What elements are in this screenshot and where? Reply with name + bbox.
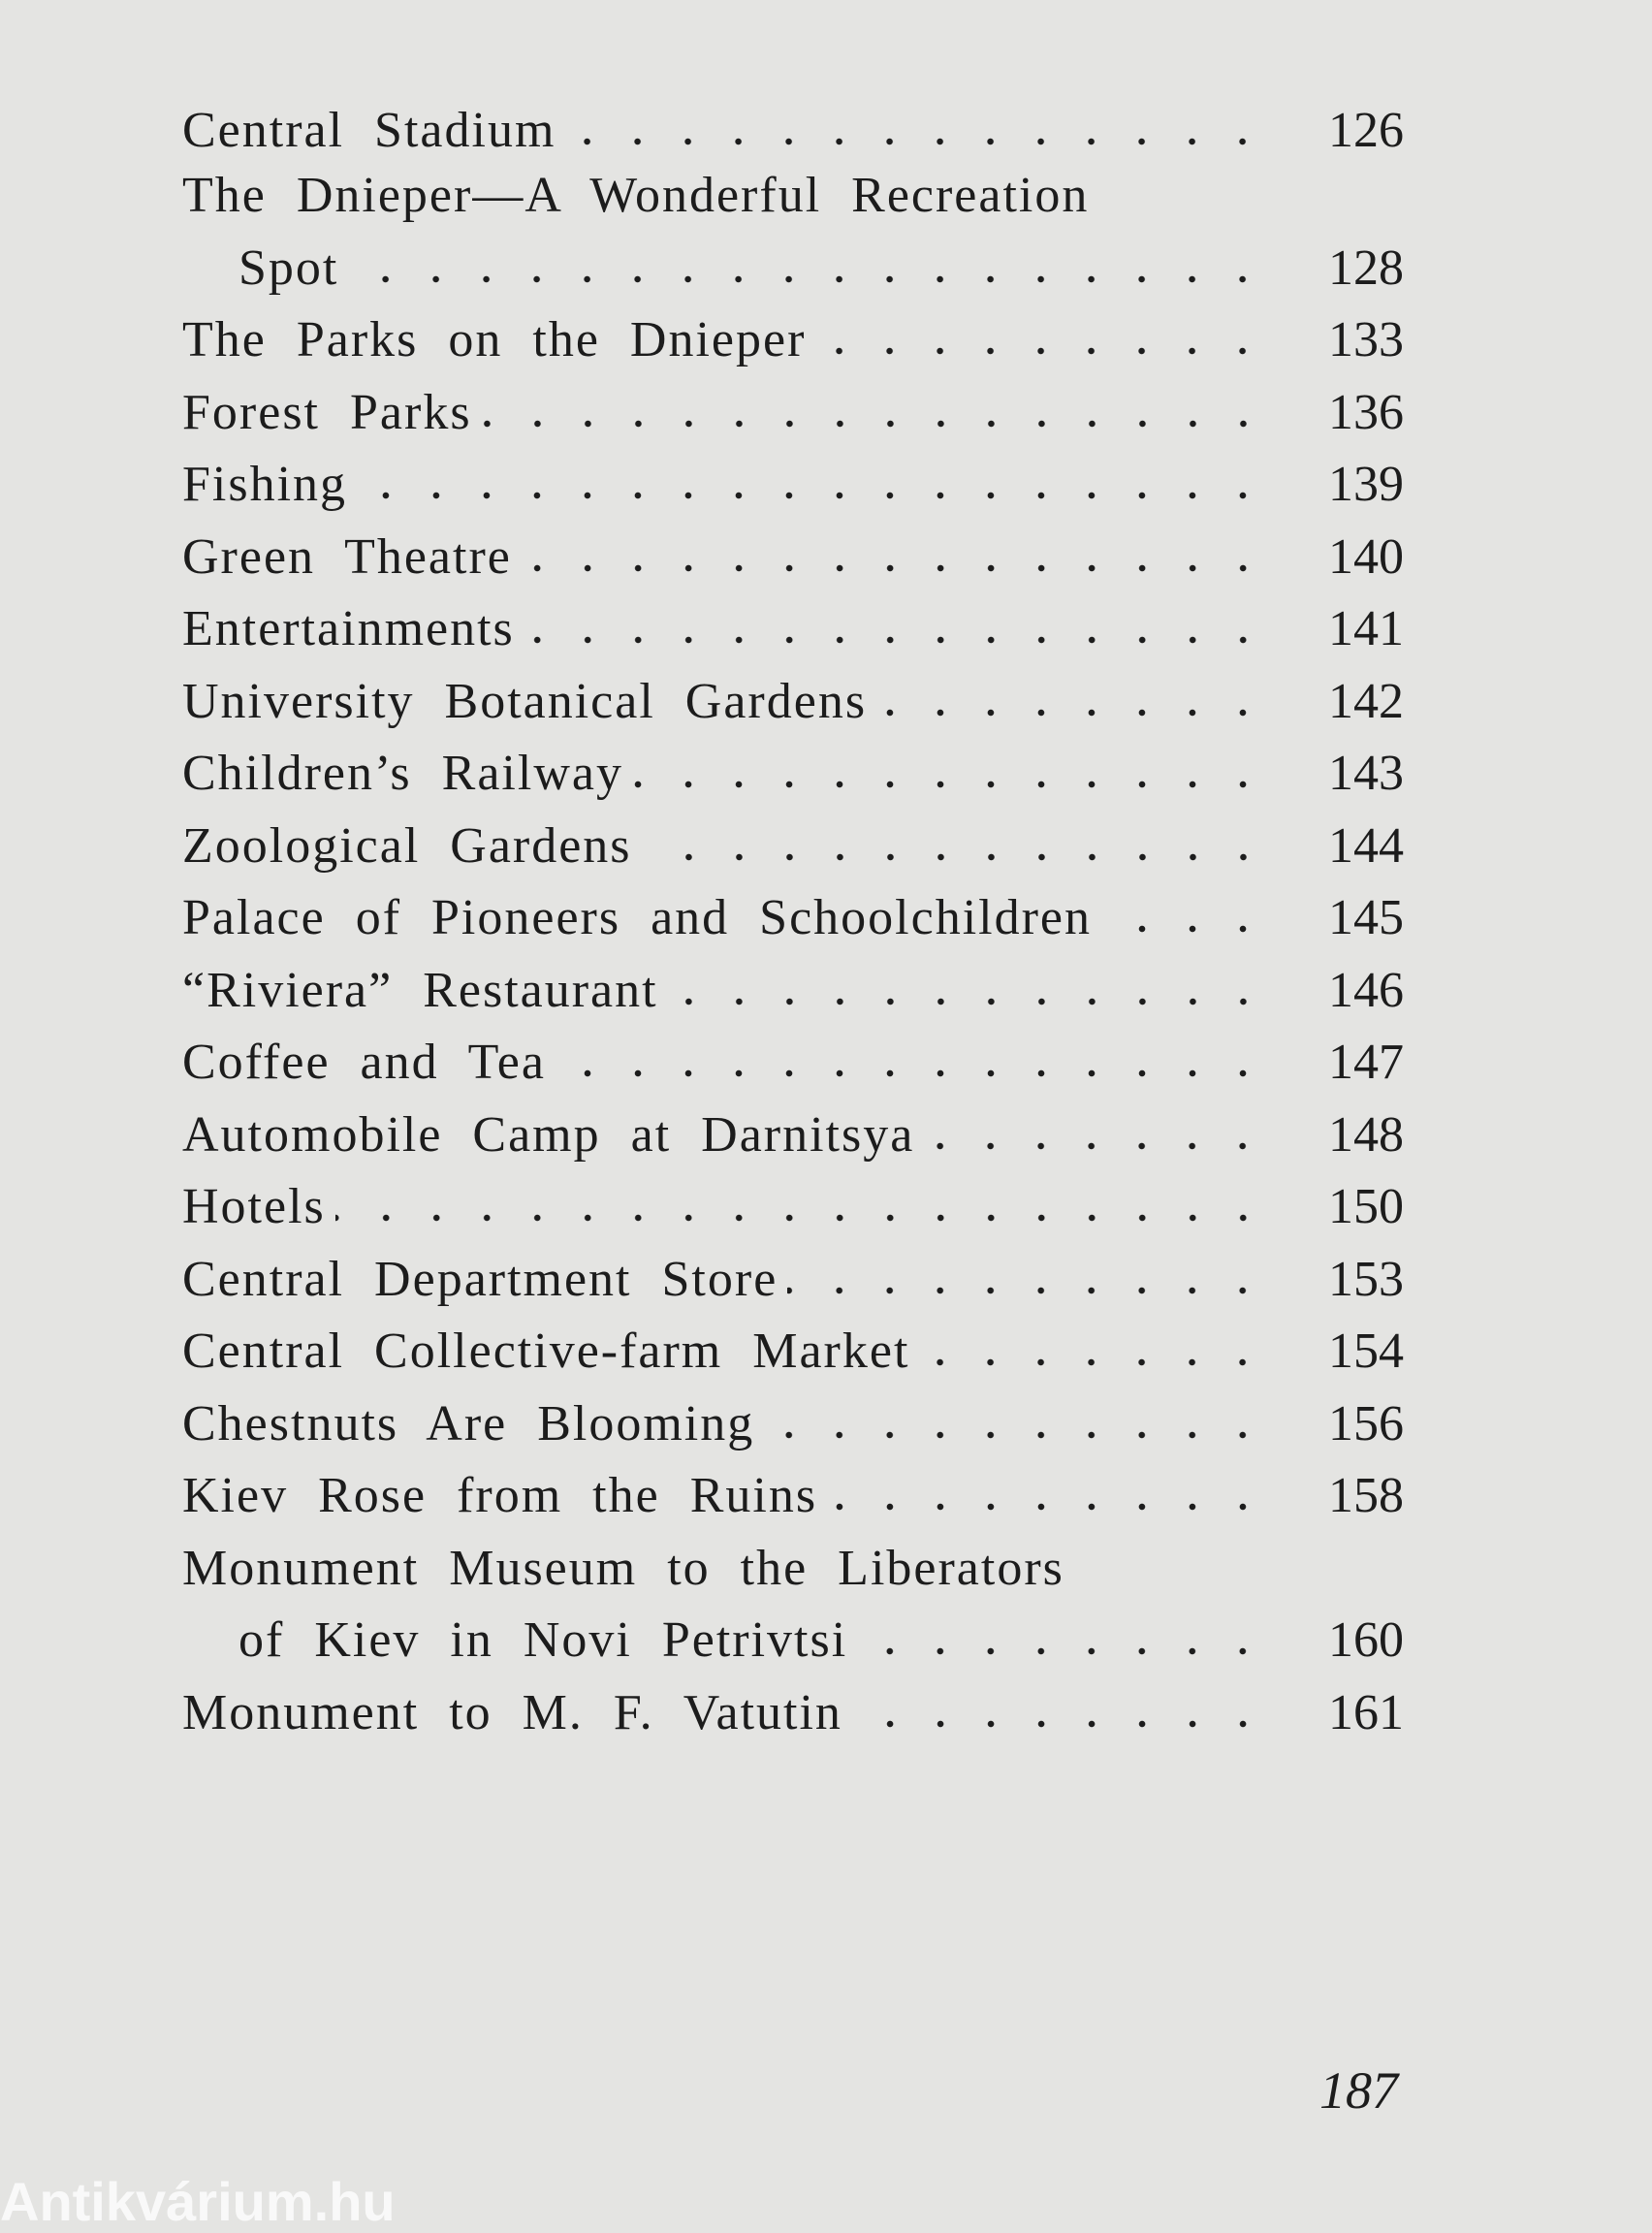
entry-title: Children’s Railway xyxy=(182,746,623,801)
toc-entry xyxy=(182,1677,1404,1750)
entry-title: Palace of Pioneers and Schoolchildren xyxy=(182,890,1092,945)
toc-entry xyxy=(182,1460,1404,1533)
entry-page: 133 xyxy=(1328,312,1404,367)
entry-title: Green Theatre xyxy=(182,528,512,585)
toc-entry-line xyxy=(182,1533,1404,1606)
entry-page: 139 xyxy=(1328,457,1404,512)
dot-leader xyxy=(335,1208,1268,1228)
toc-entry xyxy=(182,1316,1404,1388)
toc-entry xyxy=(182,593,1404,666)
toc-entry xyxy=(182,955,1404,1028)
entry-page: 161 xyxy=(1328,1684,1404,1740)
toc-entry xyxy=(182,522,1404,594)
entry-page: 156 xyxy=(1328,1395,1404,1451)
toc-entry xyxy=(182,304,1404,377)
dot-leader xyxy=(357,486,1268,505)
dot-leader xyxy=(857,1642,1268,1661)
entry-page: 144 xyxy=(1328,817,1404,874)
entry-page: 140 xyxy=(1328,528,1404,585)
dot-leader xyxy=(764,1425,1268,1445)
dot-leader xyxy=(668,992,1268,1011)
entry-title: Entertainments xyxy=(182,601,515,656)
entry-page: 141 xyxy=(1328,601,1404,656)
toc-entry xyxy=(182,1100,1404,1172)
entry-page: 146 xyxy=(1328,962,1404,1018)
entry-title: Coffee and Tea xyxy=(182,1035,546,1090)
toc-entry xyxy=(182,233,1404,305)
entry-title: Automobile Camp at Darnitsya xyxy=(182,1106,915,1163)
toc-entry xyxy=(182,377,1404,450)
dot-leader xyxy=(924,1136,1268,1156)
entry-title-continuation: of Kiev in Novi Petrivtsi xyxy=(238,1612,848,1668)
toc-entry xyxy=(182,666,1404,739)
dot-leader xyxy=(787,1281,1268,1300)
dot-leader xyxy=(522,558,1268,578)
entry-page: 145 xyxy=(1328,890,1404,945)
dot-leader xyxy=(827,1497,1268,1516)
entry-title: The Parks on the Dnieper xyxy=(182,312,807,367)
entry-title: Central Collective-farm Market xyxy=(182,1324,910,1379)
dot-leader xyxy=(348,270,1268,289)
entry-page: 143 xyxy=(1328,746,1404,801)
dot-leader xyxy=(1101,919,1268,939)
entry-title: Hotels xyxy=(182,1179,326,1234)
entry-page: 142 xyxy=(1328,673,1404,729)
dot-leader xyxy=(524,630,1268,650)
entry-page: 136 xyxy=(1328,384,1404,440)
toc-entry xyxy=(182,1027,1404,1100)
entry-title: Central Department Store xyxy=(182,1251,778,1307)
entry-page: 128 xyxy=(1328,239,1404,296)
page-number: 187 xyxy=(1319,2061,1398,2120)
entry-title: Kiev Rose from the Ruins xyxy=(182,1468,818,1523)
entry-page: 160 xyxy=(1328,1612,1404,1668)
watermark: Antikvárium.hu xyxy=(0,2171,396,2232)
entry-title: Forest Parks xyxy=(182,384,472,440)
toc-entry xyxy=(182,1605,1404,1677)
entry-title: University Botanical Gardens xyxy=(182,673,868,729)
entry-title: Fishing xyxy=(182,457,348,512)
entry-page: 148 xyxy=(1328,1106,1404,1163)
dot-leader xyxy=(919,1353,1268,1372)
entry-page: 150 xyxy=(1328,1179,1404,1234)
toc-entry xyxy=(182,449,1404,522)
toc-entry-line xyxy=(182,160,1404,233)
toc-entry xyxy=(182,1244,1404,1317)
entry-title-continuation: Spot xyxy=(238,239,339,296)
toc-entry xyxy=(182,1388,1404,1461)
entry-page: 153 xyxy=(1328,1251,1404,1307)
table-of-contents xyxy=(182,102,1404,1749)
dot-leader xyxy=(852,1714,1268,1734)
toc-entry xyxy=(182,1171,1404,1244)
dot-leader xyxy=(565,132,1268,151)
entry-title: The Dnieper—A Wonderful Recreation xyxy=(182,168,1090,223)
entry-title: Zoological Gardens xyxy=(182,817,632,874)
entry-title: “Riviera” Restaurant xyxy=(182,962,658,1018)
entry-page: 147 xyxy=(1328,1035,1404,1090)
toc-entry xyxy=(182,738,1404,811)
entry-title: Chestnuts Are Blooming xyxy=(182,1395,755,1451)
toc-entry xyxy=(182,811,1404,883)
toc-entry xyxy=(182,882,1404,955)
entry-title: Monument Museum to the Liberators xyxy=(182,1540,1064,1596)
dot-leader xyxy=(556,1064,1268,1083)
entry-title: Monument to M. F. Vatutin xyxy=(182,1684,842,1740)
dot-leader xyxy=(876,703,1268,722)
entry-title: Central Stadium xyxy=(182,103,556,158)
dot-leader xyxy=(633,775,1268,794)
dot-leader xyxy=(815,341,1268,361)
dot-leader xyxy=(642,847,1268,867)
toc-entry xyxy=(182,102,1404,160)
entry-page: 126 xyxy=(1328,103,1404,158)
dot-leader xyxy=(482,414,1268,433)
entry-page: 158 xyxy=(1328,1468,1404,1523)
entry-page: 154 xyxy=(1328,1324,1404,1379)
